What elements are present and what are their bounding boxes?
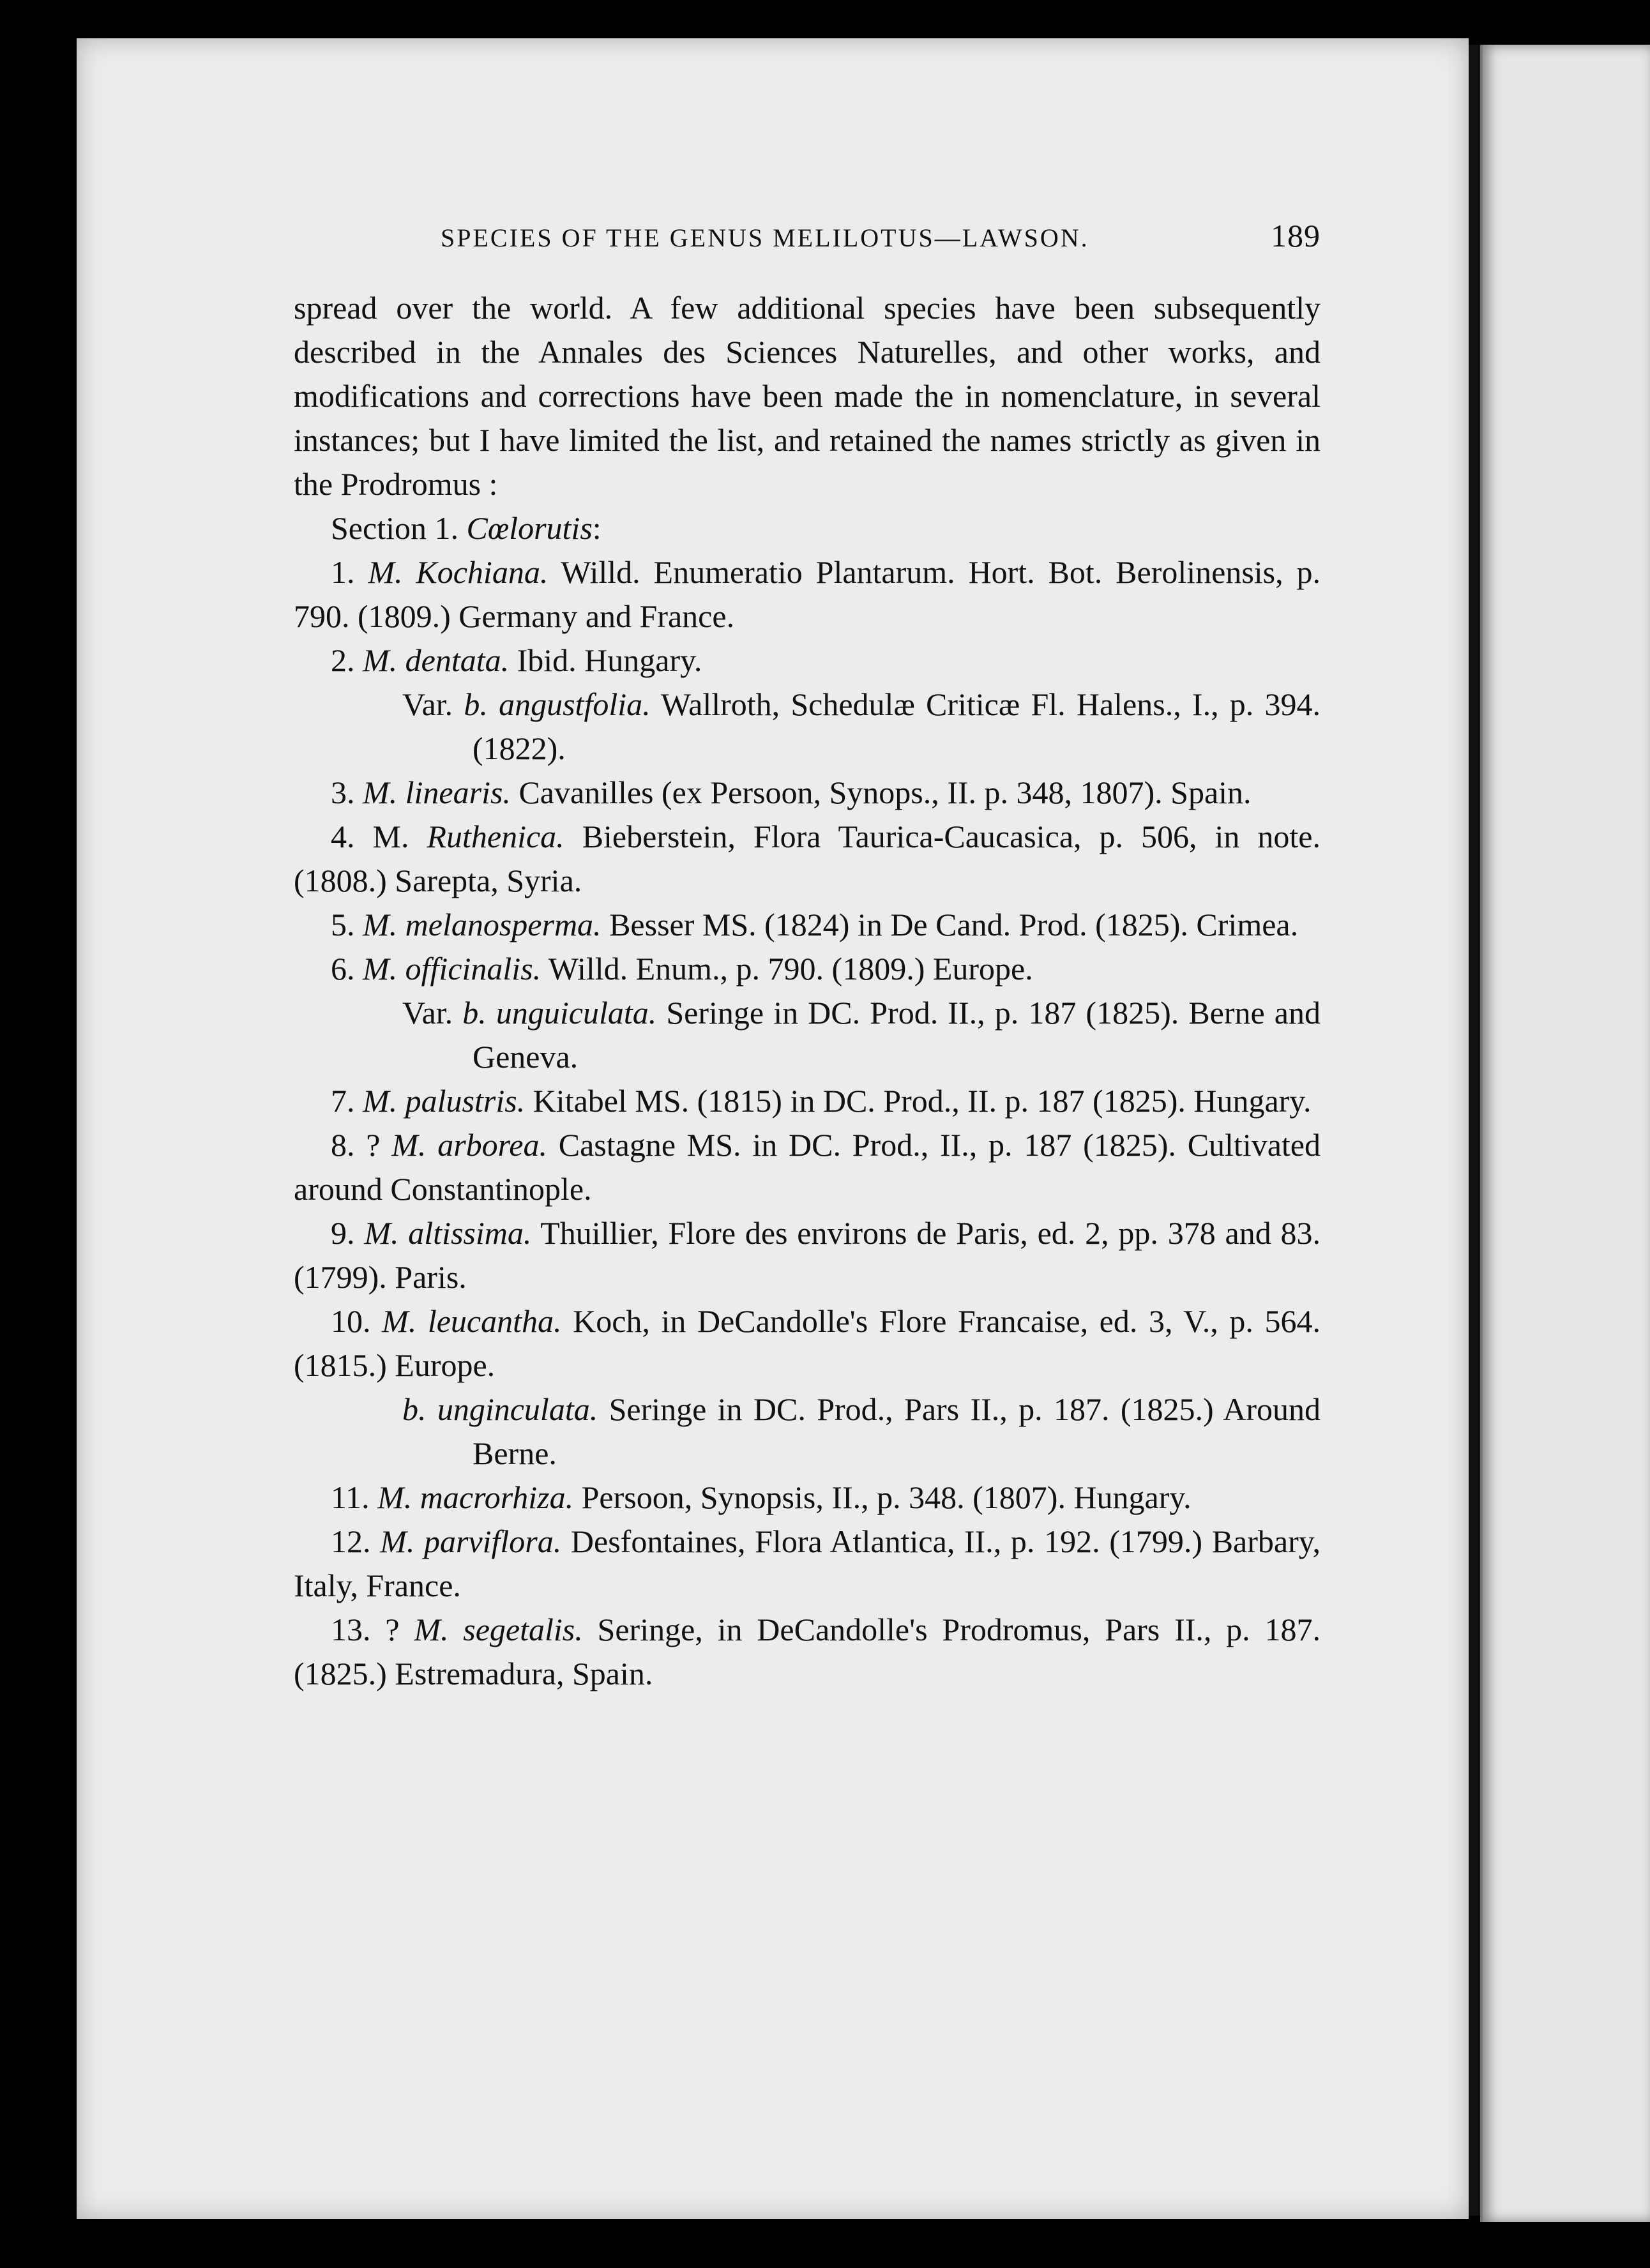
entry-prefix: Var.	[402, 995, 463, 1031]
entry-number: 3.	[331, 775, 355, 810]
species-name: M. linearis.	[363, 775, 511, 810]
species-name: M. macrorhiza.	[377, 1479, 574, 1515]
entry-citation: Castagne MS. in DC. Prod., II., p. 187 (1825). Cultivated around Constantinople.	[294, 1127, 1321, 1207]
species-entry	[294, 1520, 1321, 1608]
entry-number: 4.	[331, 819, 355, 854]
entry-number: 7.	[331, 1083, 355, 1119]
entry-citation: Bieberstein, Flora Taurica-Caucasica, p. 506, in note. (1808.) Sarepta, Syria.	[294, 819, 1321, 898]
variety-entry	[294, 991, 1321, 1079]
species-name: M. segetalis.	[414, 1612, 583, 1647]
species-name: b. angustfolia.	[464, 686, 651, 722]
species-entry	[294, 1299, 1321, 1387]
species-entry	[294, 771, 1321, 815]
section-heading	[294, 506, 1321, 550]
running-head	[441, 217, 1321, 254]
section-label: Section 1.	[331, 510, 458, 546]
page-number: 189	[1271, 218, 1321, 253]
species-name: b. unginculata.	[402, 1391, 598, 1427]
species-entry	[294, 1211, 1321, 1299]
running-head-title: SPECIES OF THE GENUS MELILOTUS—LAWSON.	[441, 223, 1089, 252]
entry-number: 1.	[331, 554, 355, 590]
entry-citation: Kitabel MS. (1815) in DC. Prod., II. p. 187 (1825). Hungary.	[525, 1083, 1312, 1119]
entry-citation: Seringe, in DeCandolle's Prodromus, Pars II., p. 187. (1825.) Estremadura, Spain.	[294, 1612, 1321, 1691]
species-entry	[294, 1079, 1321, 1123]
species-entry	[294, 639, 1321, 683]
entry-number: 5.	[331, 907, 355, 942]
entry-citation: Thuillier, Flore des environs de Paris, ed. 2, pp. 378 and 83. (1799). Paris.	[294, 1215, 1321, 1295]
species-entry	[294, 947, 1321, 991]
entry-prefix: Var.	[402, 686, 464, 722]
species-name: M. leucantha.	[382, 1303, 562, 1339]
entry-prefix: M.	[372, 819, 427, 854]
species-entry	[294, 1476, 1321, 1520]
section-colon: :	[592, 510, 602, 546]
entry-citation: Ibid. Hungary.	[509, 642, 702, 678]
intro-paragraph: spread over the world. A few additional species have been subsequently described in the Annales des Sciences Naturelles, and other works, and modifications and corrections have been made the in nomenclature, in several instances; but I have limited the list, and retained the names strictly as given in the Prodromus :	[294, 290, 1321, 502]
species-name: Ruthenica.	[427, 819, 564, 854]
facing-page-edge	[1483, 45, 1650, 2222]
entry-citation: Willd. Enum., p. 790. (1809.) Europe.	[541, 951, 1033, 987]
entry-number: 12.	[331, 1523, 371, 1559]
species-name: M. parviflora.	[380, 1523, 562, 1559]
entry-citation: Seringe in DC. Prod. II., p. 187 (1825). Berne and Geneva.	[473, 995, 1321, 1075]
species-name: M. dentata.	[363, 642, 510, 678]
species-name: M. palustris.	[363, 1083, 526, 1119]
entry-number: 10.	[331, 1303, 371, 1339]
entry-citation: Koch, in DeCandolle's Flore Francaise, ed. 3, V., p. 564. (1815.) Europe.	[294, 1303, 1321, 1383]
entry-number: 8.	[331, 1127, 355, 1163]
entry-prefix: ?	[366, 1127, 392, 1163]
species-list	[294, 550, 1321, 1696]
entry-citation: Willd. Enumeratio Plantarum. Hort. Bot. Berolinensis, p. 790. (1809.) Germany and France.	[294, 554, 1321, 634]
species-name: M. Kochiana.	[368, 554, 549, 590]
entry-citation: Wallroth, Schedulæ Criticæ Fl. Halens., I., p. 394. (1822).	[473, 686, 1321, 766]
entry-number: 11.	[331, 1479, 370, 1515]
entry-citation: Persoon, Synopsis, II., p. 348. (1807). Hungary.	[573, 1479, 1192, 1515]
species-name: b. unguiculata.	[462, 995, 657, 1031]
species-name: M. altissima.	[364, 1215, 532, 1251]
entry-citation: Seringe in DC. Prod., Pars II., p. 187. (1825.) Around Berne.	[473, 1391, 1321, 1471]
entry-number: 9.	[331, 1215, 355, 1251]
entry-number: 2.	[331, 642, 355, 678]
species-entry	[294, 550, 1321, 639]
entry-number: 13.	[331, 1612, 371, 1647]
species-name: M. arborea.	[391, 1127, 547, 1163]
species-entry	[294, 903, 1321, 947]
entry-citation: Besser MS. (1824) in De Cand. Prod. (1825). Crimea.	[601, 907, 1299, 942]
section-name: Cœlorutis	[466, 510, 593, 546]
entry-number: 6.	[331, 951, 355, 987]
entry-citation: Desfontaines, Flora Atlantica, II., p. 192. (1799.) Barbary, Italy, France.	[294, 1523, 1321, 1603]
variety-entry	[294, 683, 1321, 771]
entry-citation: Cavanilles (ex Persoon, Synops., II. p. 348, 1807). Spain.	[510, 775, 1252, 810]
text-block	[294, 217, 1321, 1696]
species-entry	[294, 815, 1321, 903]
species-entry	[294, 1608, 1321, 1696]
species-name: M. melanosperma.	[363, 907, 602, 942]
variety-entry	[294, 1387, 1321, 1476]
species-name: M. officinalis.	[363, 951, 541, 987]
species-entry	[294, 1123, 1321, 1211]
entry-prefix: ?	[385, 1612, 414, 1647]
